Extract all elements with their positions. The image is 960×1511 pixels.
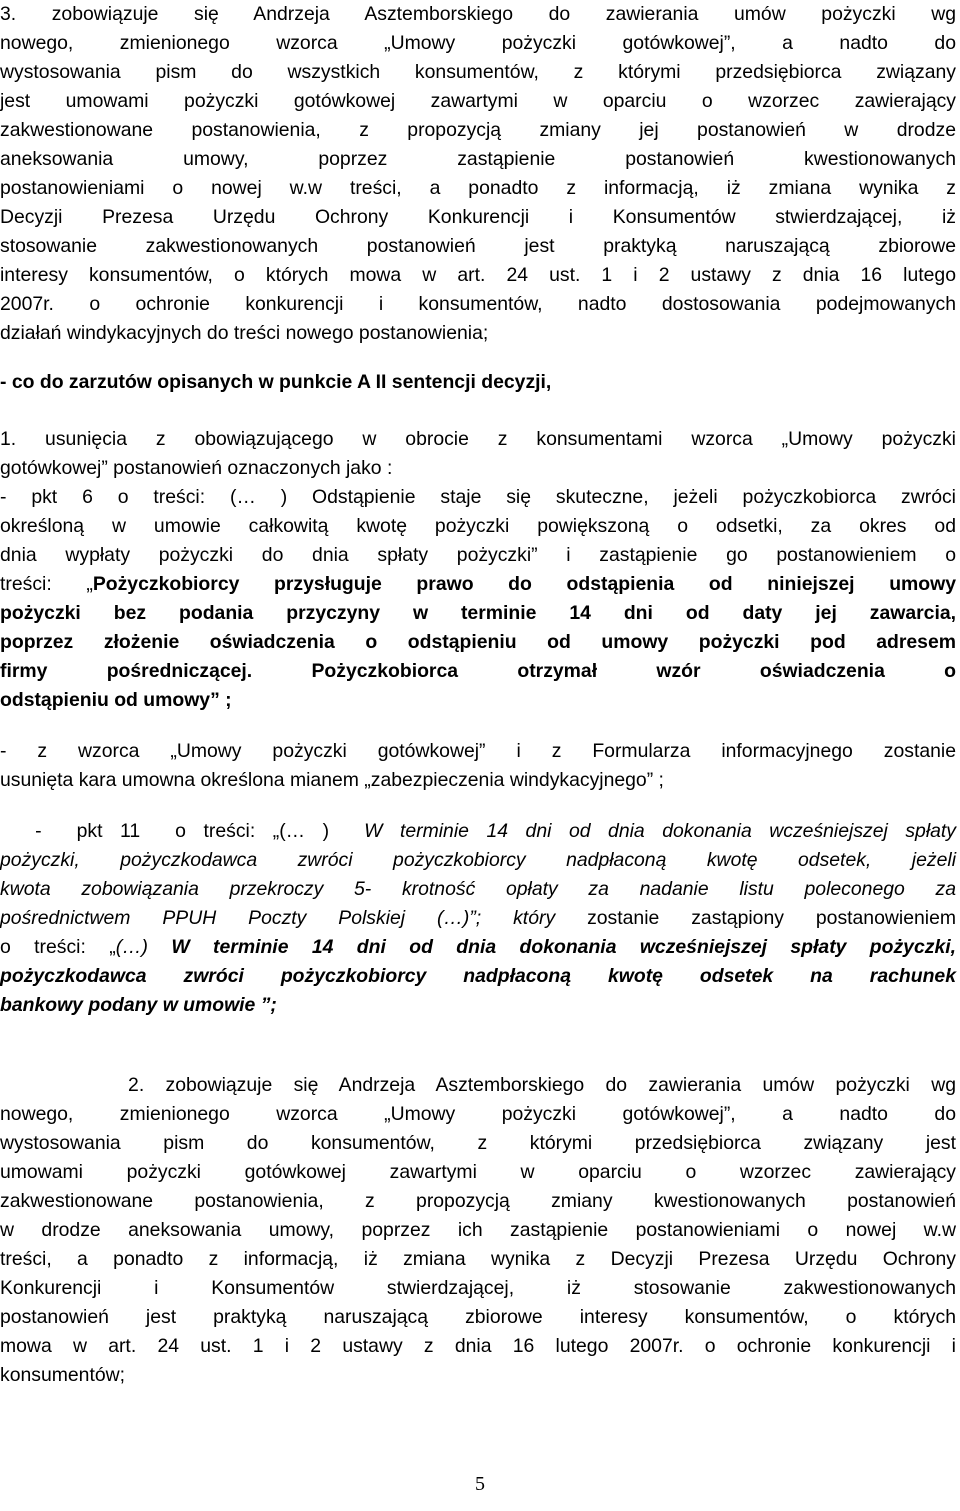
inline-text: - pkt 11 o treści: „(… ) bbox=[0, 820, 365, 842]
clause-pkt-11 bbox=[0, 817, 956, 1020]
text-line: zakwestionowane postanowienia, z propozycją zmiany kwestionowanych postanowień bbox=[0, 1190, 956, 1212]
text-line: postanowieniami o nowej w.w treści, a ponadto z informacją, iż zmiana wynika z bbox=[0, 177, 956, 199]
text-line: dnia wypłaty pożyczki do dnia spłaty pożyczki” i zastąpienie go postanowieniem o bbox=[0, 544, 956, 566]
bold-italic-line bbox=[0, 991, 956, 1020]
text-line: umowami pożyczki gotówkowej zawartymi w oparciu o wzorzec zawierający bbox=[0, 1161, 956, 1183]
text-line: postanowień jest praktyką naruszającą zbiorowe interesy konsumentów, o których bbox=[0, 1306, 956, 1328]
text-line: wystosowania pism do konsumentów, z którymi przedsiębiorca związany jest bbox=[0, 1132, 956, 1154]
italic-line: kwota zobowiązania przekroczy 5- krotność opłaty za nadanie listu poleconego za bbox=[0, 878, 956, 900]
text-line: zakwestionowane postanowienia, z propozycją zmiany jej postanowień w drodze bbox=[0, 119, 956, 141]
inline-text: o treści: „ bbox=[0, 936, 116, 958]
text-line bbox=[0, 817, 956, 846]
text-line: jest umowami pożyczki gotówkowej zawartymi w oparciu o wzorzec zawierający bbox=[0, 90, 956, 112]
text-line: usunięta kara umowna określona mianem „zabezpieczenia windykacyjnego” ; bbox=[0, 769, 664, 791]
bold-italic-line bbox=[0, 962, 956, 991]
clause-kara-umowna bbox=[0, 737, 956, 795]
text-line: wystosowania pism do wszystkich konsumentów, z którymi przedsiębiorca związany bbox=[0, 61, 956, 83]
bold-text: Pożyczkobiorcy przysługuje prawo do odstąpienia od niniejszej umowy bbox=[92, 573, 956, 595]
bold-italic-text: W terminie 14 dni od dnia dokonania wcześniejszej spłaty pożyczki, bbox=[148, 936, 957, 958]
text-line: działań windykacyjnych do treści nowego postanowienia; bbox=[0, 322, 489, 344]
bold-italic-text: pożyczkodawca zwróci pożyczkobiorcy nadpłaconą kwotę odsetek na rachunek bbox=[0, 965, 956, 987]
section-heading bbox=[0, 368, 956, 397]
text-line: 1. usunięcia z obowiązującego w obrocie z konsumentami wzorca „Umowy pożyczki bbox=[0, 428, 956, 450]
text-line: aneksowania umowy, poprzez zastąpienie postanowień kwestionowanych bbox=[0, 148, 956, 170]
list-item-1 bbox=[0, 425, 956, 483]
inline-text: zostanie zastąpiony postanowieniem bbox=[555, 907, 957, 929]
page-number: 5 bbox=[475, 1473, 485, 1495]
italic-text: (…) bbox=[115, 936, 149, 958]
bold-line: firmy pośredniczącej. Pożyczkobiorca otrzymał wzór oświadczenia o bbox=[0, 660, 956, 682]
bold-line: odstąpieniu od umowy” ; bbox=[0, 689, 232, 711]
bold-line: pożyczki bez podania przyczyny w terminie 14 dni od daty jej zawarcia, bbox=[0, 602, 956, 624]
paragraph-item-3 bbox=[0, 0, 956, 348]
bold-line: poprzez złożenie oświadczenia o odstąpieniu od umowy pożyczki pod adresem bbox=[0, 631, 956, 653]
text-line: nowego, zmienionego wzorca „Umowy pożyczki gotówkowej”, a nadto do bbox=[0, 32, 956, 54]
text-line: Konkurencji i Konsumentów stwierdzającej, iż stosowanie zakwestionowanych bbox=[0, 1277, 956, 1299]
bold-italic-text: bankowy podany w umowie ”; bbox=[0, 994, 277, 1016]
text-line: mowa w art. 24 ust. 1 i 2 ustawy z dnia 16 lutego 2007r. o ochronie konkurencji i bbox=[0, 1335, 956, 1357]
clause-pkt-6 bbox=[0, 483, 956, 715]
text-line: w drodze aneksowania umowy, poprzez ich zastąpienie postanowieniami o nowej w.w bbox=[0, 1219, 956, 1241]
text-line: Decyzji Prezesa Urzędu Ochrony Konkurencji i Konsumentów stwierdzającej, iż bbox=[0, 206, 956, 228]
text-line bbox=[0, 904, 956, 933]
text-line bbox=[0, 933, 956, 962]
paragraph-item-2 bbox=[0, 1071, 956, 1390]
text-line: - pkt 6 o treści: (… ) Odstąpienie staje się skuteczne, jeżeli pożyczkobiorca zwróci bbox=[0, 486, 956, 508]
text-line: 2. zobowiązuje się Andrzeja Asztemborskiego do zawierania umów pożyczki wg bbox=[0, 1074, 956, 1096]
text-line: konsumentów; bbox=[0, 1364, 126, 1386]
text-line: nowego, zmienionego wzorca „Umowy pożyczki gotówkowej”, a nadto do bbox=[0, 1103, 956, 1125]
text-line: stosowanie zakwestionowanych postanowień jest praktyką naruszającą zbiorowe bbox=[0, 235, 956, 257]
text-line: - z wzorca „Umowy pożyczki gotówkowej” i z Formularza informacyjnego zostanie bbox=[0, 740, 956, 762]
inline-text: treści: „ bbox=[0, 573, 93, 595]
text-line: 3. zobowiązuje się Andrzeja Asztemborskiego do zawierania umów pożyczki wg bbox=[0, 3, 956, 25]
text-line: 2007r. o ochronie konkurencji i konsumentów, nadto dostosowania podejmowanych bbox=[0, 293, 956, 315]
heading-text: - co do zarzutów opisanych w punkcie A II sentencji decyzji, bbox=[0, 371, 552, 393]
italic-text: pośrednictwem PPUH Poczty Polskiej (…)”; który bbox=[0, 907, 556, 929]
italic-line: pożyczki, pożyczkodawca zwróci pożyczkobiorcy nadpłaconą kwotę odsetek, jeżeli bbox=[0, 849, 956, 871]
text-line: treści, a ponadto z informacją, iż zmiana wynika z Decyzji Prezesa Urzędu Ochrony bbox=[0, 1248, 956, 1270]
text-line: określoną w umowie całkowitą kwotę pożyczki powiększoną o odsetki, za okres od bbox=[0, 515, 956, 537]
text-line: gotówkowej” postanowień oznaczonych jako : bbox=[0, 457, 393, 479]
text-line: interesy konsumentów, o których mowa w art. 24 ust. 1 i 2 ustawy z dnia 16 lutego bbox=[0, 264, 956, 286]
text-line bbox=[0, 570, 956, 599]
italic-text: W terminie 14 dni od dnia dokonania wcześniejszej spłaty bbox=[364, 820, 956, 842]
